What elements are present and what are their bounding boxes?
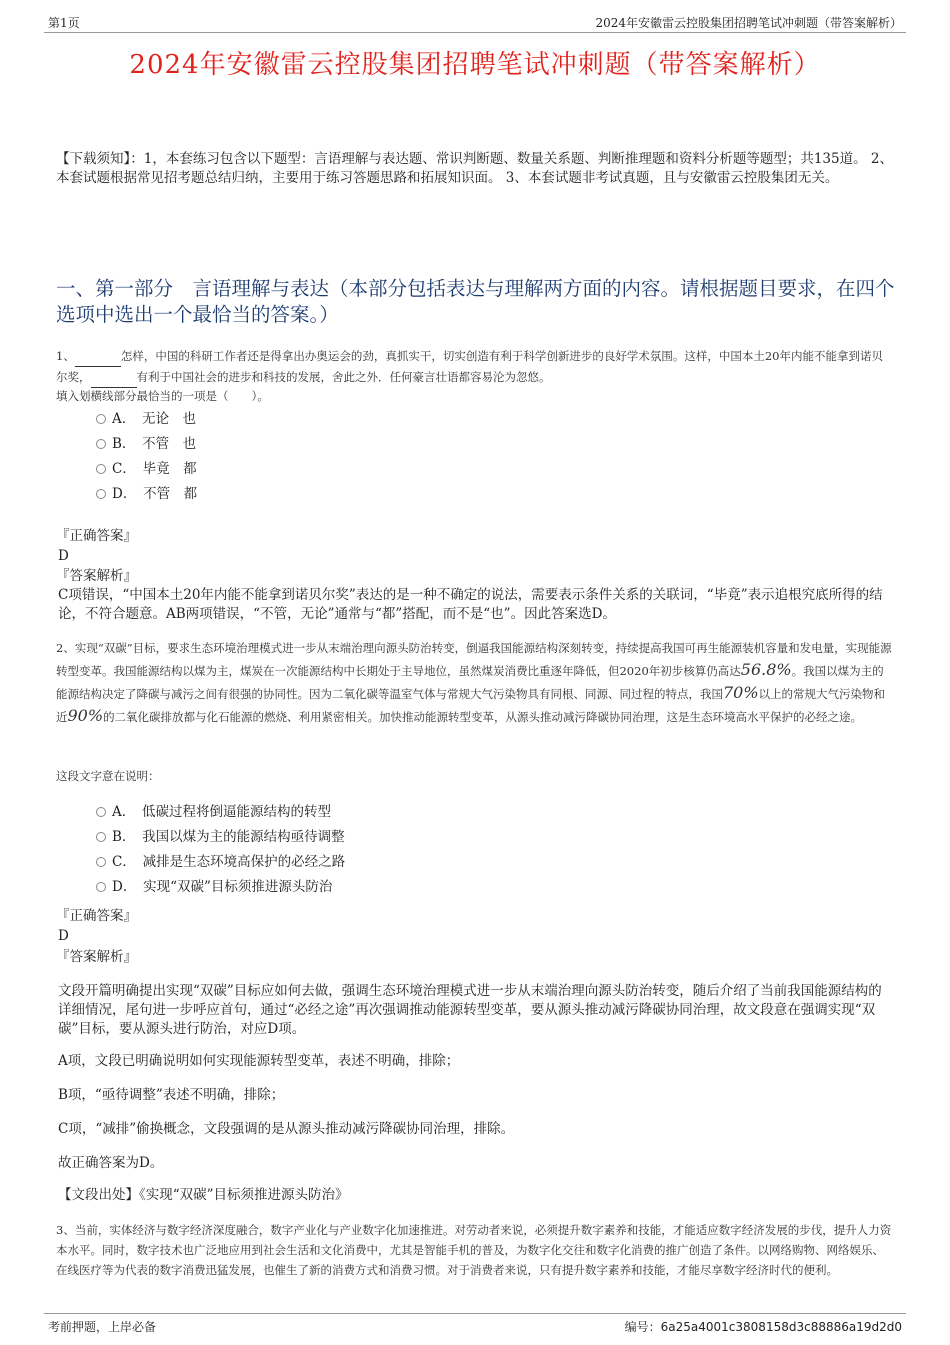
- analysis-option-a: A项，文段已明确说明如何实现能源转型变革，表述不明确，排除；: [58, 1053, 460, 1069]
- answer-value: D: [58, 548, 69, 564]
- text-source: 【文段出处】《实现“双碳”目标须推进源头防治》: [58, 1187, 349, 1203]
- radio-icon[interactable]: [96, 857, 106, 867]
- analysis-text: C项错误，“中国本土20年内能不能拿到诺贝尔奖”表达的是一种不确定的说法，需要表示条件关系的关联词，“毕竟”表示追根究底所得的结论，不符合题意。AB两项错误，“不管，无论”通常与“都”搭配，而不是“也”。因此答案选D。: [58, 587, 883, 622]
- option-d[interactable]: D． 实现“双碳”目标须推进源头防治: [96, 875, 345, 900]
- option-c[interactable]: C． 减排是生态环境高保护的必经之路: [96, 850, 345, 875]
- radio-icon[interactable]: [96, 414, 106, 424]
- analysis-label: 『答案解析』: [56, 568, 137, 584]
- option-d[interactable]: D． 不管 都: [96, 482, 197, 507]
- analysis-option-b: B项，“亟待调整”表述不明确，排除；: [58, 1087, 285, 1103]
- answer-label: 『正确答案』: [56, 528, 137, 544]
- page-header: [44, 14, 906, 33]
- option-b[interactable]: B． 不管 也: [96, 432, 197, 457]
- question-1-text: 1、 怎样，中国的科研工作者还是得拿出办奥运会的劲，真抓实干，切实创造有利于科学创新进步的良好学术氛围。这样，中国本土20年内能不能拿到诺贝尔奖， 有利于中国社会的进步和科技的发展，舍此之外．任何豪言壮语都容易沦为忽悠。: [56, 346, 894, 388]
- radio-icon[interactable]: [96, 832, 106, 842]
- option-a[interactable]: A． 低碳过程将倒逼能源结构的转型: [96, 800, 345, 825]
- footer-slogan: 考前押题，上岸必备: [48, 1320, 157, 1334]
- question-2-options: [96, 800, 345, 900]
- radio-icon[interactable]: [96, 464, 106, 474]
- option-a[interactable]: A． 无论 也: [96, 407, 197, 432]
- answer-value: D: [58, 928, 69, 944]
- question-2-text: 2、实现“双碳”目标，要求生态环境治理模式进一步从末端治理向源头防治转变，倒逼我国能源结构深刻转变，持续提高我国可再生能源装机容量和发电量，实现能源转型变革。我国能源结构以煤为主，煤炭在一次能源结构中长期处于主导地位，虽然煤炭消费比重逐年降低，但2020年初步核算仍高达56.8%。我国以煤为主的能源结构决定了降碳与减污之间有很强的协同性。因为二氧化碳等温室气体与常规大气污染物具有同根、同源、同过程的特点，我国70%以上的常规大气污染物和近90%的二氧化碳排放都与化石能源的燃烧、利用紧密相关。加快推动能源转型变革，从源头推动减污降碳协同治理，这是生态环境高水平保护的必经之途。: [56, 641, 892, 725]
- footer-code: 编号：6a25a4001c3808158d3c88886a19d2d0: [624, 1320, 902, 1334]
- question-1-options: [96, 407, 197, 507]
- radio-icon[interactable]: [96, 489, 106, 499]
- download-notice: 【下载须知】：1，本套练习包含以下题型：言语理解与表达题、常识判断题、数量关系题、判断推理题和资料分析题等题型；共135道。 2、本套试题根据常见招考题总结归纳，主要用于练习答题思路和拓展知识面。 3、本套试题非考试真题，且与安徽雷云控股集团无关。: [56, 151, 893, 186]
- analysis-option-c: C项，“减排”偷换概念，文段强调的是从源头推动减污降碳协同治理，排除。: [58, 1121, 515, 1137]
- question-2-prompt: 这段文字意在说明：: [56, 769, 160, 783]
- question-1-prompt: 填入划横线部分最恰当的一项是（ ）。: [56, 389, 269, 403]
- page-number: 第1页: [48, 16, 80, 30]
- question-3-text: 3、当前，实体经济与数字经济深度融合，数字产业化与产业数字化加速推进。对劳动者来说，必须提升数字素养和技能，才能适应数字经济发展的步伐，提升人力资本水平。同时，数字技术也广泛地应用到社会生活和文化消费中，尤其是智能手机的普及，为数字化交往和数字化消费的推广创造了条件。以网络购物、网络娱乐、在线医疗等为代表的数字消费迅猛发展，也催生了新的消费方式和消费习惯。对于消费者来说，只有提升数字素养和技能，才能尽享数字经济时代的便利。: [56, 1223, 892, 1277]
- page-footer: [44, 1313, 906, 1332]
- radio-icon[interactable]: [96, 807, 106, 817]
- analysis-text: 文段开篇明确提出实现“双碳”目标应如何去做，强调生态环境治理模式进一步从末端治理向源头防治转变，随后介绍了当前我国能源结构的详细情况，尾句进一步呼应首句，通过“必经之途”再次强调推动能源转型变革，要从源头推动减污降碳协同治理，故文段意在强调实现“双碳”目标，要从源头进行防治，对应D项。: [58, 983, 882, 1037]
- option-b[interactable]: B． 我国以煤为主的能源结构亟待调整: [96, 825, 345, 850]
- radio-icon[interactable]: [96, 882, 106, 892]
- header-doc-title: 2024年安徽雷云控股集团招聘笔试冲刺题（带答案解析）: [595, 16, 902, 30]
- analysis-label: 『答案解析』: [56, 949, 137, 965]
- section-title: 一、第一部分 言语理解与表达（本部分包括表达与理解两方面的内容。请根据题目要求，在四个选项中选出一个最恰当的答案。）: [56, 277, 895, 326]
- answer-label: 『正确答案』: [56, 908, 137, 924]
- page-title: 2024年安徽雷云控股集团招聘笔试冲刺题（带答案解析）: [129, 50, 821, 80]
- analysis-conclusion: 故正确答案为D。: [58, 1155, 164, 1171]
- radio-icon[interactable]: [96, 439, 106, 449]
- option-c[interactable]: C． 毕竟 都: [96, 457, 197, 482]
